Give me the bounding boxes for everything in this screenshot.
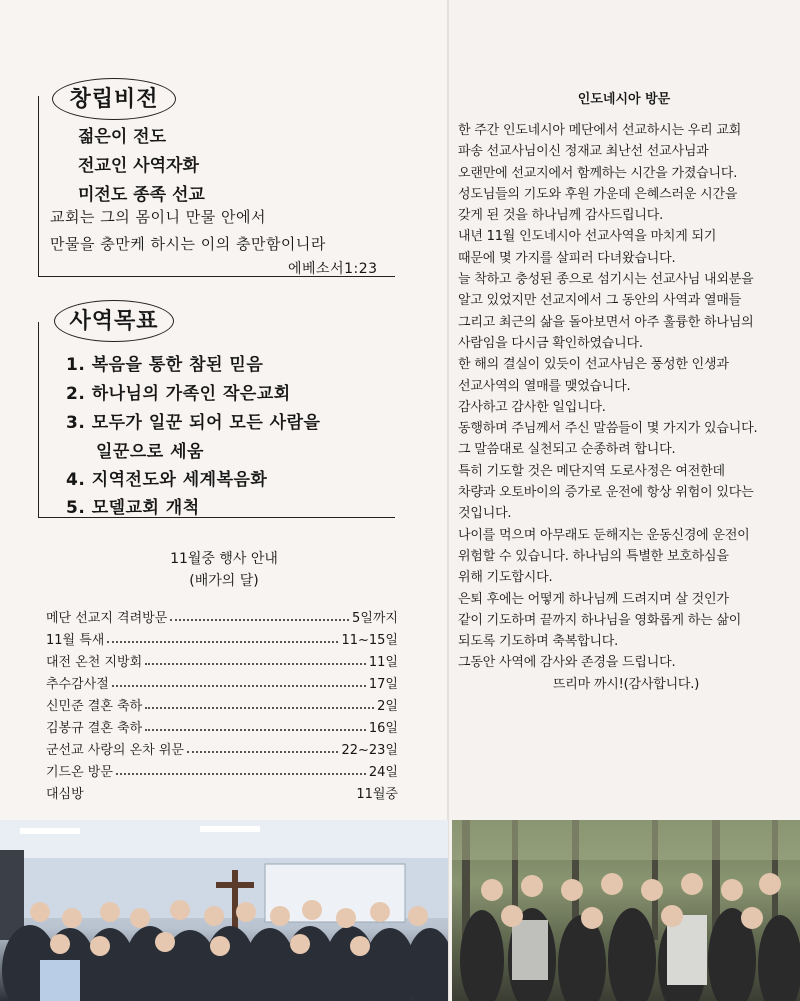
article-line: 위해 기도합시다.: [458, 570, 553, 586]
event-date: 11~15일: [341, 633, 398, 648]
article-line: 특히 기도할 것은 메단지역 도로사정은 여전한데: [458, 463, 725, 479]
article-line: 갖게 된 것을 하나님께 감사드립니다.: [458, 208, 664, 224]
leader-dots: [87, 795, 354, 797]
article-line: 그 말씀대로 실천되고 순종하려 합니다.: [458, 442, 676, 458]
goal-item: 3. 모두가 일꾼 되어 모든 사람을: [66, 413, 321, 433]
article-line: 감사하고 감사한 일입니다.: [458, 399, 606, 415]
article-line: 같이 기도하며 끝까지 하나님을 영화롭게 하는 삶이: [458, 612, 742, 628]
event-row: [46, 650, 398, 670]
event-row: [46, 782, 398, 802]
article-line: 선교사역의 열매를 맺었습니다.: [458, 378, 631, 394]
event-date: 11일: [368, 655, 398, 670]
leader-dots: [145, 663, 366, 665]
event-row: [46, 694, 398, 714]
leader-dots: [107, 641, 338, 643]
article-body: [458, 120, 794, 695]
article-line: 위험할 수 있습니다. 하나님의 특별한 보호하심을: [458, 548, 729, 564]
article-line: 성도님들의 기도와 후원 가운데 은혜스러운 시간을: [458, 186, 738, 202]
leader-dots: [170, 619, 349, 621]
leader-dots: [116, 773, 366, 775]
event-row: [46, 738, 398, 758]
event-row: [46, 760, 398, 780]
goal-item: 2. 하나님의 가족인 작은교회: [66, 384, 291, 404]
event-name: 11월 특새: [46, 633, 105, 648]
article-line: 동행하며 주님께서 주신 말씀들이 몇 가지가 있습니다.: [458, 421, 758, 437]
event-row: [46, 606, 398, 626]
leader-dots: [187, 751, 338, 753]
article-line: 때문에 몇 가지를 살피러 다녀왔습니다.: [458, 250, 676, 266]
article-line: 늘 착하고 충성된 종으로 섬기시는 선교사님 내외분을: [458, 272, 754, 288]
goals-heading: 사역목표: [54, 300, 174, 342]
event-date: 16일: [368, 721, 398, 736]
verse-reference: 에베소서1:23: [288, 261, 378, 277]
article-title: 인도네시아 방문: [577, 92, 671, 107]
vision-heading: 창립비전: [52, 78, 176, 120]
article-line: 차량과 오토바이의 증가로 운전에 항상 위험이 있다는: [458, 485, 754, 501]
event-date: 5일까지: [352, 611, 398, 626]
vision-line: 젊은이 전도: [78, 127, 167, 147]
article-line: 오랜만에 선교지에서 함께하는 시간을 가졌습니다.: [458, 165, 738, 181]
goal-item: 4. 지역전도와 세계복음화: [66, 470, 268, 490]
article-line: 한 해의 결실이 있듯이 선교사님은 풍성한 인생과: [458, 357, 729, 373]
article-line: 한 주간 인도네시아 메단에서 선교하시는 우리 교회: [458, 123, 742, 138]
group-photo-outdoor: [452, 820, 800, 1001]
event-name: 추수감사절: [46, 677, 109, 692]
event-name: 대심방: [46, 787, 84, 802]
leader-dots: [145, 729, 366, 731]
article-line: 되도록 기도하며 축복합니다.: [458, 634, 619, 650]
article-line: 것입니다.: [458, 506, 512, 522]
article-line: 나이를 먹으며 아무래도 둔해지는 운동신경에 운전이: [458, 527, 750, 543]
event-row: [46, 672, 398, 692]
goal-item: 5. 모델교회 개척: [66, 498, 200, 518]
event-name: 김봉규 결혼 축하: [46, 721, 143, 736]
event-date: 22~23일: [341, 743, 398, 758]
event-row: [46, 628, 398, 648]
event-row: [46, 716, 398, 736]
event-date: 2일: [377, 699, 398, 714]
event-date: 11월중: [356, 787, 398, 802]
verse-line: 교회는 그의 몸이니 만물 안에서: [50, 208, 266, 226]
events-title: 11월중 행사 안내: [170, 551, 278, 567]
group-photo-indoor: [0, 820, 448, 1001]
article-line: 알고 있었지만 선교지에서 그 동안의 사역과 열매들: [458, 293, 742, 309]
article-line: 내년 11월 인도네시아 선교사역을 마치게 되기: [458, 229, 717, 245]
article-line: 파송 선교사님이신 정재교 최난선 선교사님과: [458, 144, 709, 160]
vision-line: 미전도 종족 선교: [78, 185, 205, 205]
article-line: 그동안 사역에 감사와 존경을 드립니다.: [458, 655, 676, 671]
event-name: 기드온 방문: [46, 765, 113, 780]
event-name: 대전 온천 지방회: [46, 655, 143, 670]
article-line: 그리고 최근의 삶을 돌아보면서 아주 훌륭한 하나님의: [458, 314, 754, 330]
leader-dots: [145, 707, 374, 709]
goal-item: 일꾼으로 세움: [96, 442, 204, 462]
article-signature: 뜨리마 까시!(감사합니다.): [552, 676, 700, 692]
event-name: 메단 선교지 격려방문: [46, 611, 168, 626]
article-line: 사람임을 다시금 확인하였습니다.: [458, 335, 643, 351]
event-name: 신민준 결혼 축하: [46, 699, 143, 714]
events-subtitle: (배가의 달): [189, 573, 259, 589]
article-line: 은퇴 후에는 어떻게 하나님께 드려지며 살 것인가: [458, 591, 729, 607]
event-name: 군선교 사랑의 온차 위문: [46, 743, 184, 758]
verse-line: 만물을 충만케 하시는 이의 충만함이니라: [50, 235, 326, 253]
event-date: 24일: [368, 765, 398, 780]
leader-dots: [112, 685, 366, 687]
goal-item: 1. 복음을 통한 참된 믿음: [66, 355, 264, 375]
event-date: 17일: [368, 677, 398, 692]
vision-line: 전교인 사역자화: [78, 156, 199, 176]
